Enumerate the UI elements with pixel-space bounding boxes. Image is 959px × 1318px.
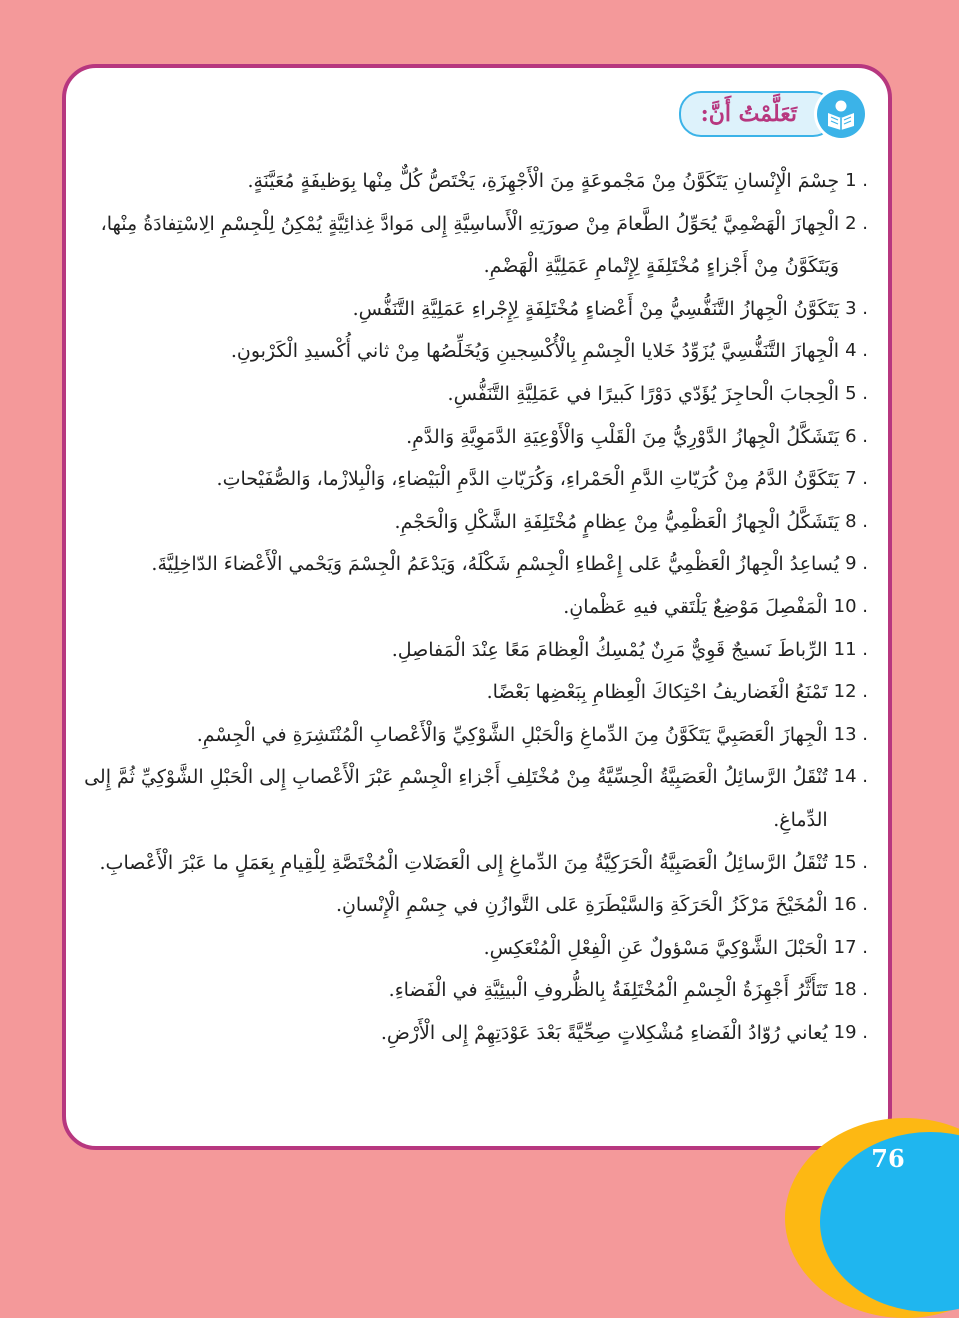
item-text: يُعاني رُوّادُ الْفَضاءِ مُشْكِلاتٍ صِحِّيَّةً بَعْدَ عَوْدَتِهِمْ إِلى الْأَرْضِ. [380,1021,828,1044]
list-item [78,288,868,331]
item-text: الْجِهازَ الْهَضْمِيَّ يُحَوِّلُ الطَّعامَ مِنْ صورَتِهِ الْأَساسِيَّةِ إِلى مَوادَّ غِذائِيَّةٍ يُمْكِنُ لِلْجِسْمِ الِاسْتِفادَةُ مِنْها، وَيَتَكَوَّنُ مِنْ أَجْزاءٍ مُخْتَلِفَةٍ لِإِتْمامِ عَمَلِيَّةِ الْهَضْمِ. [100,212,840,278]
list-item [78,160,868,203]
item-text: يَتَشَكَّلُ الْجِهازُ الدَّوْرِيُّ مِنَ الْقَلْبِ وَالْأَوْعِيَةِ الدَّمَوِيَّةِ وَالدَّمِ. [406,425,840,448]
list-item [78,671,868,714]
item-number: 3 . [845,297,868,319]
item-text: تُنْقَلُ الرَّسائِلُ الْعَصَبِيَّةُ الْحَرَكِيَّةُ مِنَ الدِّماغِ إِلى الْعَضَلاتِ الْمُخْتَصَّةِ لِلْقِيامِ بِعَمَلٍ ما عَبْرَ الْأَعْصابِ. [99,851,828,874]
item-number: 10 . [833,595,868,617]
list-item [78,330,868,373]
item-text: جِسْمَ الْإِنْسانِ يَتَكَوَّنُ مِنْ مَجْموعَةٍ مِنَ الْأَجْهِزَةِ، يَخْتَصُّ كُلٌّ مِنْها بِوَظيفَةٍ مُعَيَّنَةٍ. [247,170,840,192]
list-item [78,501,868,544]
item-number: 13 . [833,723,868,745]
list-item [78,416,868,459]
reading-child-icon-graphic [824,97,858,131]
item-text: يُساعِدُ الْجِهازُ الْعَظْمِيُّ عَلى إِعْطاءِ الْجِسْمِ شَكْلَهُ، وَيَدْعَمُ الْجِسْمَ وَيَحْمي الْأَعْضاءَ الدّاخِلِيَّةَ. [151,553,840,576]
facts-list [78,160,868,1054]
list-item [78,543,868,586]
item-text: يَتَكَوَّنُ الدَّمُ مِنْ كُرَيّاتِ الدَّمِ الْحَمْراءِ، وَكُرَيّاتِ الدَّمِ الْبَيْضاءِ، وَالْبِلازْما، وَالصُّفَيْحاتِ. [216,468,840,491]
list-item [78,458,868,501]
list-item [78,629,868,672]
list-item [78,756,868,841]
page-number: 76 [871,1144,905,1173]
item-number: 7 . [845,468,868,490]
item-text: يَتَكَوَّنُ الْجِهازُ التَّنَفُّسِيُّ مِنْ أَعْضاءٍ مُخْتَلِفَةٍ لِإِجْراءِ عَمَلِيَّةِ التَّنَفُّسِ. [352,297,840,320]
list-item [78,586,868,629]
item-text: الْمُخَيْخَ مَرْكَزُ الْحَرَكَةِ وَالسَّيْطَرَةِ عَلى التَّوازُنِ في جِسْمِ الْإِنْسانِ. [335,894,828,917]
item-number: 19 . [833,1021,868,1043]
item-number: 5 . [845,382,868,404]
item-text: تَمْنَعُ الْغَضاريفُ احْتِكاكَ الْعِظامِ بِبَعْضِها بَعْضًا. [486,681,828,704]
item-number: 6 . [845,425,868,447]
list-item [78,927,868,970]
item-number: 8 . [845,510,868,532]
item-number: 12 . [833,681,868,703]
item-number: 15 . [833,851,868,873]
list-item [78,1012,868,1055]
item-text: تُنْقَلُ الرَّسائِلُ الْعَصَبِيَّةُ الْحِسِّيَّةُ مِنْ مُخْتَلِفِ أَجْزاءِ الْجِسْمِ عَبْرَ الْأَعْصابِ إِلى الْحَبْلِ الشَّوْكِيِّ ثُمَّ إِلى الدِّماغِ. [84,766,828,831]
list-item [78,884,868,927]
item-number: 1 . [845,170,868,191]
section-header [679,90,865,138]
section-title: تَعَلَّمْتُ أَنَّ: [679,91,835,137]
item-text: يَتَشَكَّلُ الْجِهازُ الْعَظْمِيُّ مِنْ عِظامٍ مُخْتَلِفَةِ الشَّكْلِ وَالْحَجْمِ. [394,510,840,533]
list-item [78,969,868,1012]
item-number: 17 . [833,936,868,958]
list-item [78,842,868,885]
item-number: 18 . [833,979,868,1001]
item-text: الْحِجابَ الْحاجِزَ يُؤَدّي دَوْرًا كَبيرًا في عَمَلِيَّةِ التَّنَفُّسِ. [447,382,840,405]
item-text: الْحَبْلَ الشَّوْكِيَّ مَسْؤولٌ عَنِ الْفِعْلِ الْمُنْعَكِسِ. [483,936,828,959]
item-text: الرِّباطَ نَسيجٌ قَوِيٌّ مَرِنٌ يُمْسِكُ الْعِظامَ مَعًا عِنْدَ الْمَفاصِلِ. [391,638,828,661]
lesson-card [62,64,892,1150]
item-number: 9 . [845,553,868,575]
list-item [78,373,868,416]
item-text: الْجِهازَ التَّنَفُّسِيَّ يُزَوِّدُ خَلايا الْجِسْمِ بِالْأُكْسِجينِ وَيُخَلِّصُها مِنْ ثاني أُكْسيدِ الْكَرْبونِ. [230,340,840,363]
item-text: الْجِهازَ الْعَصَبِيَّ يَتَكَوَّنُ مِنَ الدِّماغِ وَالْحَبْلِ الشَّوْكِيِّ وَالْأَعْصابِ الْمُنْتَشِرَةِ في الْجِسْمِ. [196,723,828,746]
item-number: 14 . [833,766,868,788]
item-number: 4 . [845,340,868,362]
item-number: 16 . [833,894,868,916]
reading-child-icon [817,90,865,138]
list-item [78,203,868,288]
item-number: 2 . [845,212,868,234]
item-text: الْمَفْصِلَ مَوْضِعٌ يَلْتَقي فيهِ عَظْمانِ. [563,595,828,618]
list-item [78,714,868,757]
item-number: 11 . [833,638,868,660]
item-text: تَتَأَثَّرُ أَجْهِزَةُ الْجِسْمِ الْمُخْتَلِفَةُ بِالظُّروفِ الْبيئِيَّةِ في الْفَضاءِ. [388,979,828,1002]
